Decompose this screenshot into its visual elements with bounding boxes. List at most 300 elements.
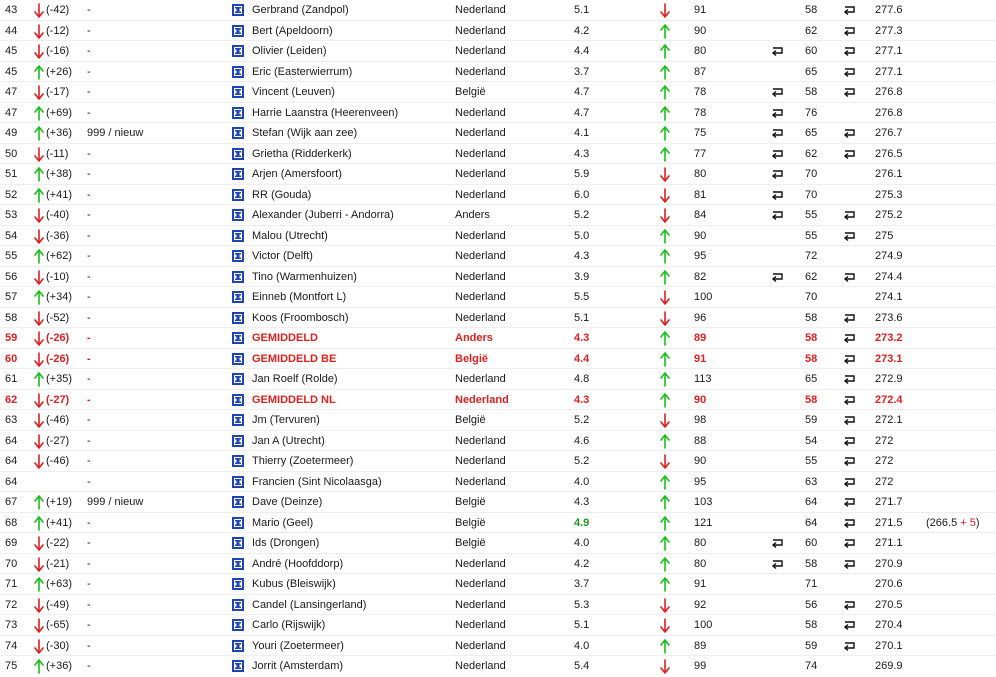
rank-cell: 53 [5, 209, 18, 221]
player-icon[interactable] [232, 209, 244, 221]
total-cell: 271.5 [875, 516, 903, 529]
player-name[interactable]: Mario (Geel) [252, 516, 314, 529]
player-name[interactable]: Tino (Warmenhuizen) [252, 270, 357, 283]
return-arrow-icon [843, 231, 856, 242]
value-b-cell: 70 [805, 291, 818, 303]
country-cell: Nederland [455, 168, 506, 180]
player-name[interactable]: Kubus (Bleiswijk) [252, 578, 336, 590]
player-name[interactable]: Francien (Sint Nicolaasga) [252, 475, 382, 488]
return-arrow-icon [843, 661, 856, 672]
return-arrow-icon [843, 497, 856, 508]
down-arrow-icon [659, 598, 671, 613]
score-cell: 5.2 [574, 414, 590, 426]
previous-rank: - [87, 4, 91, 16]
score-cell: 4.4 [574, 352, 590, 365]
return-arrow-icon [843, 518, 856, 529]
player-icon[interactable] [232, 394, 244, 406]
value-a-cell: 121 [694, 516, 713, 529]
rank-change: (-26) [46, 332, 70, 344]
total-cell: 276.8 [875, 106, 903, 119]
table-row [0, 472, 996, 493]
rank-cell: 55 [5, 250, 18, 262]
total-cell: 269.9 [875, 660, 903, 672]
table-row [0, 185, 996, 206]
player-icon[interactable] [232, 414, 244, 426]
rank-change: (+41) [46, 516, 72, 529]
up-arrow-icon [659, 126, 671, 141]
rank-change: (+34) [46, 291, 72, 303]
total-cell: 272 [875, 475, 894, 488]
rank-change: (-40) [46, 209, 70, 221]
player-icon[interactable] [232, 578, 244, 590]
rank-change: (-49) [46, 598, 70, 611]
return-arrow-icon [843, 538, 856, 549]
player-icon[interactable] [232, 189, 244, 201]
player-icon[interactable] [232, 230, 244, 242]
table-row [0, 41, 996, 62]
return-arrow-icon [771, 128, 784, 139]
rank-change: (-36) [46, 229, 70, 242]
score-cell: 5.4 [574, 660, 590, 672]
total-cell: 272 [875, 434, 894, 447]
down-arrow-icon [33, 208, 45, 223]
player-icon[interactable] [232, 599, 244, 611]
rank-change: (-17) [46, 86, 70, 98]
player-icon[interactable] [232, 148, 244, 160]
rank-cell: 62 [5, 393, 18, 406]
down-arrow-icon [33, 85, 45, 100]
player-name[interactable]: Einneb (Montfort L) [252, 291, 347, 303]
value-b-cell: 60 [805, 537, 818, 549]
total-cell: 275.3 [875, 188, 903, 201]
score-cell: 5.1 [574, 311, 590, 324]
player-icon[interactable] [232, 25, 244, 37]
player-icon[interactable] [232, 640, 244, 652]
return-arrow-icon [771, 559, 784, 570]
down-arrow-icon [659, 208, 671, 223]
table-row [0, 103, 996, 124]
player-name[interactable]: Jm (Tervuren) [252, 414, 320, 426]
return-arrow-icon [843, 26, 856, 37]
player-name[interactable]: Malou (Utrecht) [252, 229, 328, 242]
up-arrow-icon [659, 270, 671, 285]
return-arrow-icon [771, 231, 784, 242]
country-cell: Nederland [455, 619, 506, 631]
value-a-cell: 91 [694, 352, 707, 365]
value-b-cell: 76 [805, 106, 818, 119]
return-arrow-icon [771, 518, 784, 529]
player-name[interactable]: Ids (Drongen) [252, 537, 320, 549]
previous-rank: 999 / nieuw [87, 127, 144, 139]
total-cell: 270.6 [875, 578, 903, 590]
score-cell: 3.7 [574, 65, 590, 78]
player-name[interactable]: GEMIDDELD BE [252, 352, 337, 365]
player-name[interactable]: Bert (Apeldoorn) [252, 24, 333, 37]
up-arrow-icon [33, 290, 45, 305]
previous-rank: - [87, 250, 91, 262]
return-arrow-icon [843, 333, 856, 344]
value-a-cell: 96 [694, 311, 707, 324]
total-cell: 271.1 [875, 537, 903, 549]
down-arrow-icon [33, 536, 45, 551]
score-cell: 5.0 [574, 229, 590, 242]
value-b-cell: 74 [805, 660, 818, 672]
country-cell: België [455, 537, 486, 549]
country-cell: Nederland [455, 660, 506, 672]
rank-change: (+36) [46, 660, 72, 672]
down-arrow-icon [33, 229, 45, 244]
up-arrow-icon [33, 126, 45, 141]
rank-cell: 56 [5, 270, 18, 283]
up-arrow-icon [33, 188, 45, 203]
previous-rank: - [87, 291, 91, 303]
rank-change: (-26) [46, 352, 70, 365]
total-cell: 270.5 [875, 598, 903, 611]
table-row [0, 554, 996, 575]
rank-change: (-21) [46, 557, 70, 570]
table-row [0, 636, 996, 657]
down-arrow-icon [33, 331, 45, 346]
up-arrow-icon [659, 44, 671, 59]
up-arrow-icon [33, 495, 45, 510]
total-cell: 273.6 [875, 311, 903, 324]
player-icon[interactable] [232, 476, 244, 488]
down-arrow-icon [33, 618, 45, 633]
country-cell: Nederland [455, 127, 506, 139]
down-arrow-icon [659, 618, 671, 633]
note-delta: + 5 [960, 516, 976, 529]
player-icon[interactable] [232, 332, 244, 344]
rank-change: (+19) [46, 496, 72, 508]
value-a-cell: 99 [694, 660, 707, 672]
player-icon[interactable] [232, 107, 244, 119]
rank-cell: 69 [5, 537, 18, 549]
total-cell: 276.8 [875, 86, 903, 98]
country-cell: Nederland [455, 291, 506, 303]
return-arrow-icon [843, 210, 856, 221]
country-cell: Nederland [455, 188, 506, 201]
value-a-cell: 81 [694, 188, 707, 201]
player-icon[interactable] [232, 291, 244, 303]
up-arrow-icon [659, 249, 671, 264]
total-cell: 270.4 [875, 619, 903, 631]
up-arrow-icon [659, 372, 671, 387]
rank-cell: 64 [5, 455, 18, 467]
country-cell: België [455, 414, 486, 426]
player-name[interactable]: Koos (Froombosch) [252, 311, 349, 324]
return-arrow-icon [843, 272, 856, 283]
rank-change: (+63) [46, 578, 72, 590]
return-arrow-icon [843, 251, 856, 262]
rank-cell: 75 [5, 660, 18, 672]
player-icon[interactable] [232, 127, 244, 139]
value-b-cell: 58 [805, 332, 818, 344]
player-name[interactable]: GEMIDDELD NL [252, 393, 336, 406]
previous-rank: - [87, 578, 91, 590]
down-arrow-icon [33, 557, 45, 572]
down-arrow-icon [659, 311, 671, 326]
rank-cell: 52 [5, 188, 18, 201]
player-icon[interactable] [232, 353, 244, 365]
rank-change: (+41) [46, 188, 72, 201]
previous-rank: - [87, 557, 91, 570]
player-icon[interactable] [232, 496, 244, 508]
down-arrow-icon [33, 434, 45, 449]
up-arrow-icon [659, 65, 671, 80]
player-name[interactable]: Harrie Laanstra (Heerenveen) [252, 106, 399, 119]
return-arrow-icon [771, 456, 784, 467]
score-cell: 3.7 [574, 578, 590, 590]
previous-rank: - [87, 598, 91, 611]
rank-cell: 72 [5, 598, 18, 611]
previous-rank: 999 / nieuw [87, 496, 144, 508]
score-cell: 4.7 [574, 86, 590, 98]
player-icon[interactable] [232, 619, 244, 631]
player-icon[interactable] [232, 373, 244, 385]
return-arrow-icon [771, 333, 784, 344]
return-arrow-icon [843, 477, 856, 488]
table-row [0, 595, 996, 616]
table-row [0, 349, 996, 370]
player-name[interactable]: Jorrit (Amsterdam) [252, 660, 344, 672]
value-a-cell: 80 [694, 537, 707, 549]
rank-change: (+36) [46, 127, 72, 139]
player-icon[interactable] [232, 45, 244, 57]
down-arrow-icon [659, 659, 671, 674]
player-name[interactable]: RR (Gouda) [252, 188, 312, 201]
score-cell: 4.3 [574, 250, 590, 262]
country-cell: Nederland [455, 106, 506, 119]
return-arrow-icon [771, 497, 784, 508]
rank-change: (-27) [46, 434, 70, 447]
up-arrow-icon [659, 85, 671, 100]
player-icon[interactable] [232, 312, 244, 324]
return-arrow-icon [843, 641, 856, 652]
score-cell: 4.0 [574, 537, 590, 549]
player-name[interactable]: Youri (Zoetermeer) [252, 639, 344, 652]
total-cell: 270.1 [875, 639, 903, 652]
table-row [0, 82, 996, 103]
player-name[interactable]: Grietha (Ridderkerk) [252, 147, 352, 160]
previous-rank: - [87, 619, 91, 631]
rank-change: (+38) [46, 168, 72, 180]
previous-rank: - [87, 393, 91, 406]
value-a-cell: 100 [694, 619, 713, 631]
total-cell: 276.1 [875, 168, 903, 180]
down-arrow-icon [33, 393, 45, 408]
previous-rank: - [87, 270, 91, 283]
previous-rank: - [87, 209, 91, 221]
total-cell: 274.9 [875, 250, 903, 262]
rank-change: (+35) [46, 373, 72, 385]
rank-cell: 47 [5, 106, 18, 119]
country-cell: Nederland [455, 45, 506, 57]
return-arrow-icon [843, 67, 856, 78]
value-b-cell: 59 [805, 639, 818, 652]
player-name[interactable]: Arjen (Amersfoort) [252, 168, 342, 180]
up-arrow-icon [33, 106, 45, 121]
player-name[interactable]: Gerbrand (Zandpol) [252, 4, 349, 16]
player-icon[interactable] [232, 168, 244, 180]
previous-rank: - [87, 65, 91, 78]
previous-rank: - [87, 45, 91, 57]
player-name[interactable]: Stefan (Wijk aan zee) [252, 127, 358, 139]
player-icon[interactable] [232, 517, 244, 529]
previous-rank: - [87, 229, 91, 242]
table-row [0, 267, 996, 288]
previous-rank: - [87, 188, 91, 201]
return-arrow-icon [843, 620, 856, 631]
total-cell: 274.4 [875, 270, 903, 283]
up-arrow-icon [659, 495, 671, 510]
return-arrow-icon [771, 149, 784, 160]
value-a-cell: 88 [694, 434, 707, 447]
value-a-cell: 89 [694, 639, 707, 652]
value-b-cell: 64 [805, 496, 818, 508]
up-arrow-icon [659, 536, 671, 551]
rank-change: (-30) [46, 639, 70, 652]
table-row [0, 390, 996, 411]
player-name[interactable]: Candel (Lansingerland) [252, 598, 367, 611]
up-arrow-icon [659, 557, 671, 572]
rank-change: (-52) [46, 311, 70, 324]
return-arrow-icon [771, 354, 784, 365]
value-b-cell: 59 [805, 414, 818, 426]
value-b-cell: 71 [805, 578, 818, 590]
player-name[interactable]: Dave (Deinze) [252, 496, 323, 508]
country-cell: Anders [455, 332, 493, 344]
table-row [0, 144, 996, 165]
player-icon[interactable] [232, 250, 244, 262]
value-b-cell: 56 [805, 598, 818, 611]
country-cell: België [455, 86, 486, 98]
score-cell: 4.3 [574, 147, 590, 160]
player-icon[interactable] [232, 4, 244, 16]
return-arrow-icon [771, 477, 784, 488]
table-row [0, 308, 996, 329]
previous-rank: - [87, 475, 91, 488]
return-arrow-icon [843, 456, 856, 467]
rank-change: (-42) [46, 4, 70, 16]
value-b-cell: 58 [805, 311, 818, 324]
score-cell: 3.9 [574, 270, 590, 283]
return-arrow-icon [771, 292, 784, 303]
value-a-cell: 82 [694, 270, 707, 283]
player-name[interactable]: Alexander (Juberri - Andorra) [252, 209, 394, 221]
return-arrow-icon [771, 108, 784, 119]
rank-cell: 58 [5, 311, 18, 324]
country-cell: Nederland [455, 475, 506, 488]
return-arrow-icon [843, 395, 856, 406]
total-cell: 270.9 [875, 557, 903, 570]
total-cell: 276.7 [875, 127, 903, 139]
player-icon[interactable] [232, 660, 244, 672]
total-cell: 272 [875, 455, 894, 467]
total-cell: 272.9 [875, 373, 903, 385]
player-name[interactable]: André (Hoofddorp) [252, 557, 344, 570]
country-cell: Nederland [455, 65, 506, 78]
value-a-cell: 84 [694, 209, 707, 221]
player-icon[interactable] [232, 455, 244, 467]
return-arrow-icon [843, 436, 856, 447]
score-cell: 5.5 [574, 291, 590, 303]
score-cell: 4.2 [574, 557, 590, 570]
value-a-cell: 90 [694, 455, 707, 467]
rank-cell: 43 [5, 4, 18, 16]
player-name[interactable]: Eric (Easterwierrum) [252, 65, 353, 78]
value-a-cell: 90 [694, 24, 707, 37]
previous-rank: - [87, 434, 91, 447]
return-arrow-icon [771, 313, 784, 324]
value-a-cell: 80 [694, 168, 707, 180]
total-cell: 272.4 [875, 393, 903, 406]
rank-cell: 61 [5, 373, 18, 385]
rank-cell: 71 [5, 578, 18, 590]
player-icon[interactable] [232, 558, 244, 570]
player-icon[interactable] [232, 271, 244, 283]
down-arrow-icon [659, 454, 671, 469]
player-icon[interactable] [232, 86, 244, 98]
player-name[interactable]: Victor (Delft) [252, 250, 313, 262]
rank-cell: 68 [5, 516, 18, 529]
movement-icon [33, 475, 45, 490]
return-arrow-icon [771, 395, 784, 406]
player-icon[interactable] [232, 66, 244, 78]
table-row [0, 205, 996, 226]
total-cell: 277.1 [875, 65, 903, 78]
player-icon[interactable] [232, 435, 244, 447]
player-name[interactable]: Vincent (Leuven) [252, 86, 335, 98]
previous-rank: - [87, 147, 91, 160]
return-arrow-icon [843, 190, 856, 201]
return-arrow-icon [843, 313, 856, 324]
return-arrow-icon [771, 67, 784, 78]
score-cell: 4.4 [574, 45, 590, 57]
up-arrow-icon [659, 229, 671, 244]
player-name[interactable]: Carlo (Rijswijk) [252, 619, 326, 631]
rank-cell: 59 [5, 332, 18, 344]
player-name[interactable]: GEMIDDELD [252, 332, 318, 344]
previous-rank: - [87, 455, 91, 467]
player-name[interactable]: Jan A (Utrecht) [252, 434, 325, 447]
rank-change: (-11) [46, 147, 69, 160]
score-cell: 4.1 [574, 127, 590, 139]
up-arrow-icon [33, 577, 45, 592]
previous-rank: - [87, 106, 91, 119]
player-name[interactable]: Jan Roelf (Rolde) [252, 373, 338, 385]
note-cell [926, 517, 980, 530]
down-arrow-icon [659, 413, 671, 428]
return-arrow-icon [771, 436, 784, 447]
value-b-cell: 55 [805, 229, 818, 242]
value-b-cell: 60 [805, 45, 818, 57]
table-row [0, 533, 996, 554]
up-arrow-icon [659, 147, 671, 162]
previous-rank: - [87, 414, 91, 426]
rank-cell: 60 [5, 352, 18, 365]
player-name[interactable]: Thierry (Zoetermeer) [252, 455, 354, 467]
previous-rank: - [87, 537, 91, 549]
value-a-cell: 95 [694, 250, 707, 262]
rank-change: (-10) [46, 270, 70, 283]
player-icon[interactable] [232, 537, 244, 549]
score-cell: 5.2 [574, 209, 590, 221]
country-cell: België [455, 352, 489, 365]
country-cell: Nederland [455, 373, 506, 385]
total-cell: 275 [875, 229, 894, 242]
return-arrow-icon [771, 538, 784, 549]
player-name[interactable]: Olivier (Leiden) [252, 45, 327, 57]
